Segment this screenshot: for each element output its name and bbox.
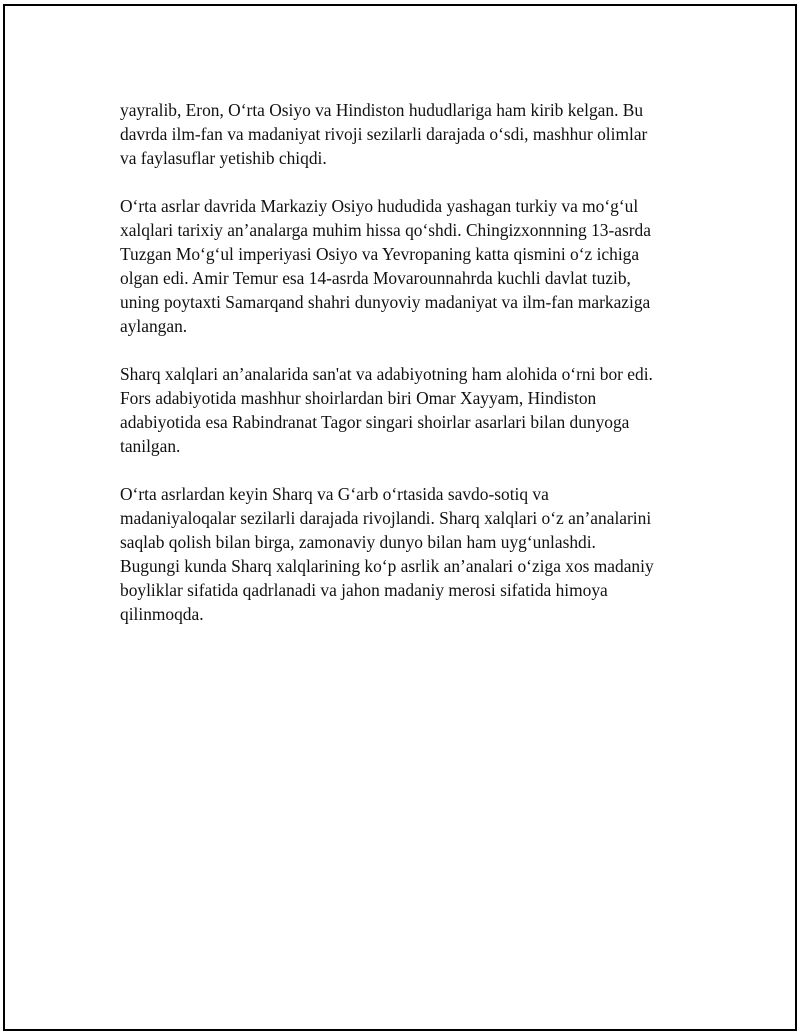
text-line: Fors adabiyotida mashhur shoirlardan biri Omar Xayyam, Hindiston [120,388,597,408]
paragraph-1 [120,98,700,170]
document-body [120,98,700,650]
text-line: olgan edi. Amir Temur esa 14-asrda Movarounnahrda kuchli davlat tuzib, [120,268,631,288]
text-line: madaniyaloqalar sezilarli darajada rivojlandi. Sharq xalqlari o‘z an’analarini [120,508,652,528]
text-line: O‘rta asrlar davrida Markaziy Osiyo hududida yashagan turkiy va mo‘g‘ul [120,196,639,216]
text-line: Tuzgan Mo‘g‘ul imperiyasi Osiyo va Yevropaning katta qismini o‘z ichiga [120,244,640,264]
text-line: tanilgan. [120,436,181,456]
paragraph-2 [120,194,700,338]
text-line: xalqlari tarixiy an’analarga muhim hissa qo‘shdi. Chingizxonnning 13-asrda [120,220,651,240]
text-line: yayralib, Eron, O‘rta Osiyo va Hindiston hududlariga ham kirib kelgan. Bu [120,100,644,120]
text-line: davrda ilm-fan va madaniyat rivoji sezilarli darajada o‘sdi, mashhur olimlar [120,124,648,144]
text-line: Bugungi kunda Sharq xalqlarining ko‘p asrlik an’analari o‘ziga xos madaniy [120,556,654,576]
paragraph-4 [120,482,700,626]
text-line: aylangan. [120,316,188,336]
text-line: Sharq xalqlari an’analarida san'at va adabiyotning ham alohida o‘rni bor edi. [120,364,653,384]
text-line: qilinmoqda. [120,604,204,624]
paragraph-3 [120,362,700,458]
page-frame [3,4,797,1031]
text-line: adabiyotida esa Rabindranat Tagor singari shoirlar asarlari bilan dunyoga [120,412,630,432]
text-line: va faylasuflar yetishib chiqdi. [120,148,327,168]
text-line: O‘rta asrlardan keyin Sharq va G‘arb o‘rtasida savdo-sotiq va [120,484,549,504]
text-line: uning poytaxti Samarqand shahri dunyoviy madaniyat va ilm-fan markaziga [120,292,651,312]
text-line: saqlab qolish bilan birga, zamonaviy dunyo bilan ham uyg‘unlashdi. [120,532,596,552]
text-line: boyliklar sifatida qadrlanadi va jahon madaniy merosi sifatida himoya [120,580,608,600]
